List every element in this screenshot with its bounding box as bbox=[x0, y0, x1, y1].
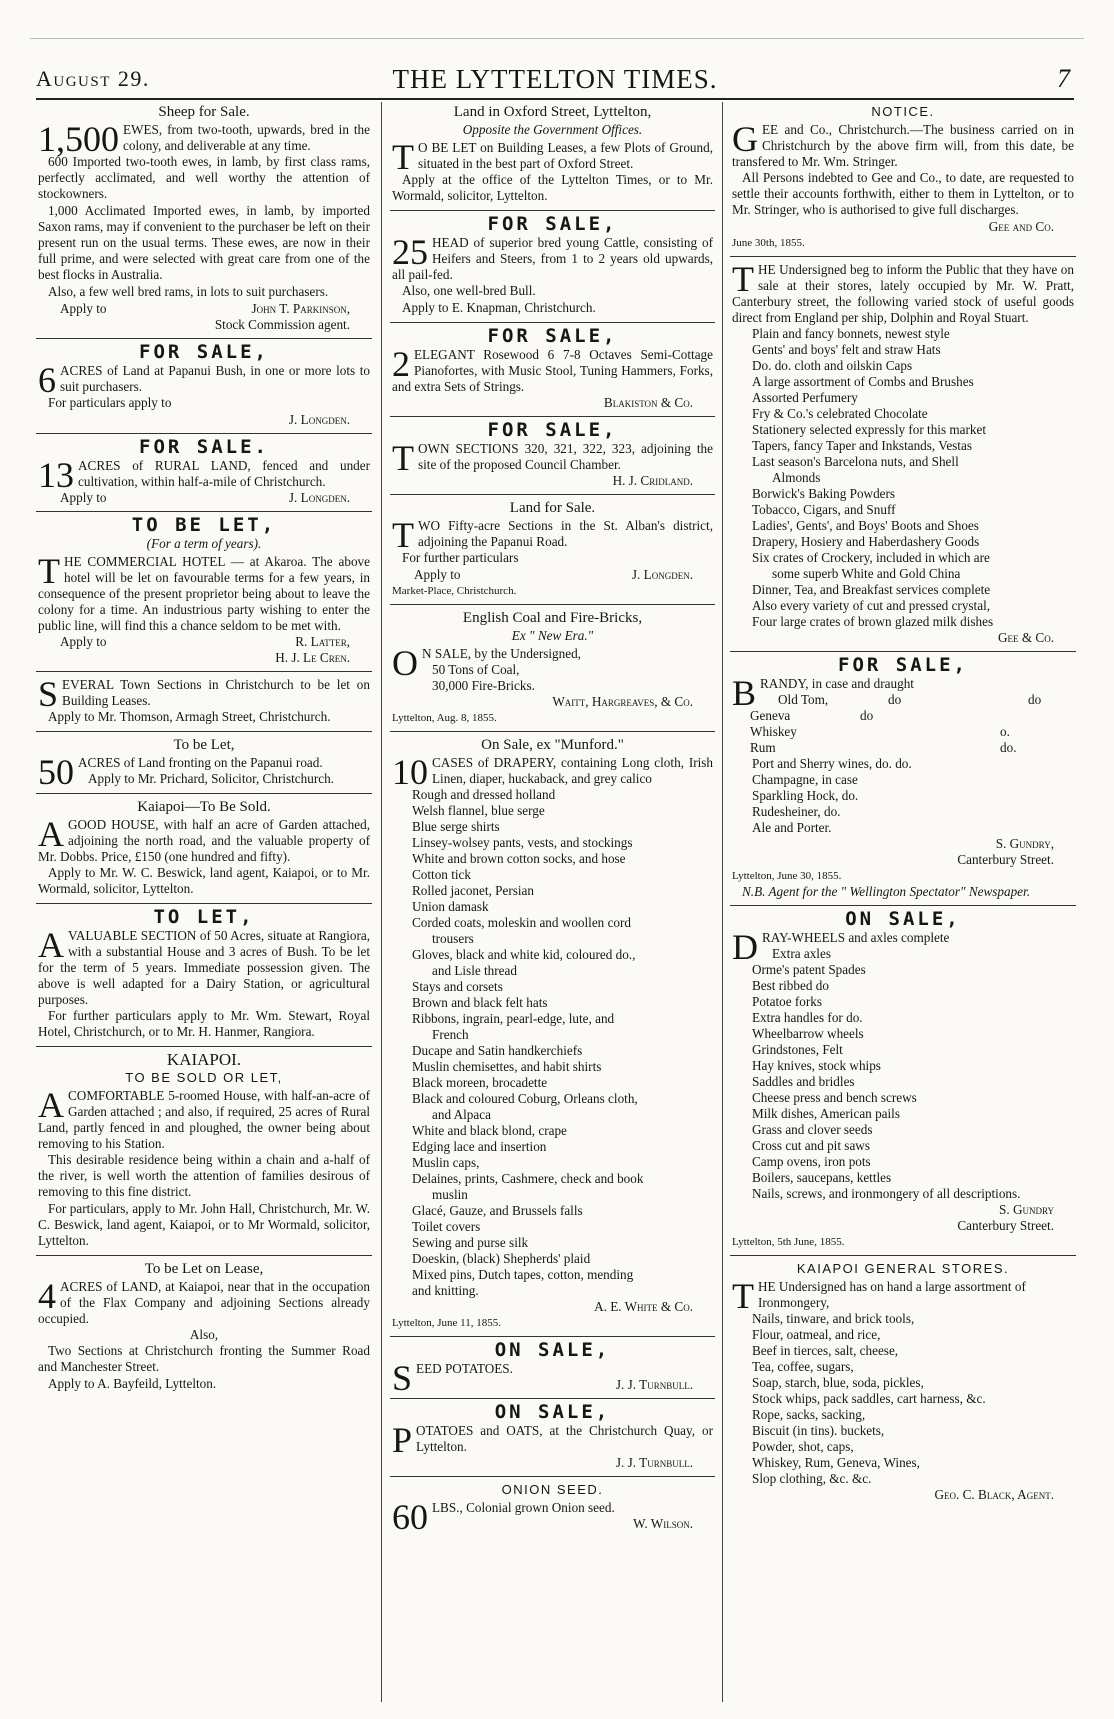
ad-date: June 30th, 1855. bbox=[732, 237, 805, 249]
ad-lead: LBS., Colonial grown Onion seed. bbox=[432, 1500, 615, 1515]
ad-heading: FOR SALE, bbox=[487, 419, 618, 441]
ad-paragraph: Also, a few well bred rams, in lots to suit purchasers. bbox=[48, 284, 329, 299]
drop-number: 6 bbox=[38, 360, 56, 400]
spirits-cell: Old Tom, bbox=[778, 692, 829, 707]
advertiser-name: H. J. Le Cren. bbox=[275, 650, 350, 665]
advertiser-name: John T. Parkinson, bbox=[251, 301, 350, 316]
ad-subheading: TO BE SOLD OR LET, bbox=[125, 1070, 283, 1085]
ad-lead: OTATOES and OATS, at the Christchurch Quay, or Lyttelton. bbox=[416, 1423, 713, 1454]
spirits-cell bbox=[1000, 708, 1060, 724]
list-item: Milk dishes, American pails bbox=[752, 1106, 900, 1121]
list-item: A large assortment of Combs and Brushes bbox=[752, 374, 974, 389]
advertiser-name: S. Gundry bbox=[999, 1202, 1054, 1217]
ad-heading: ON SALE, bbox=[845, 908, 961, 930]
ad-paragraph: Apply to Mr. W. C. Beswick, land agent, Kaiapoi, or to Mr. Wormald, solicitor, Lyttelton. bbox=[38, 865, 370, 896]
ad-line: 50 Tons of Coal, bbox=[432, 662, 520, 677]
ad-paragraph: For further particulars apply to Mr. Wm. Stewart, Royal Hotel, Christchurch, or to Mr. H. Hanmer, Rangiora. bbox=[38, 1008, 370, 1039]
ad-lead: CASES of DRAPERY, containing Long cloth, Irish Linen, diaper, huckaback, and grey calico bbox=[432, 755, 713, 786]
ad-gee-stores bbox=[730, 259, 1076, 652]
ad-cattle bbox=[390, 213, 715, 323]
spirits-cell bbox=[860, 740, 1000, 756]
spirits-row bbox=[732, 708, 1074, 724]
list-item: Corded coats, moleskin and woollen cord bbox=[412, 915, 632, 930]
ad-lead: ELEGANT Rosewood 6 7-8 Octaves Semi-Cottage Pianofortes, with Music Stool, Tuning Hammers, Forks, and extra Sets of Strings. bbox=[392, 347, 713, 394]
apply-label: Apply to bbox=[60, 634, 107, 649]
drop-number: 13 bbox=[38, 455, 74, 495]
spirits-cell: Geneva bbox=[750, 708, 791, 723]
list-item: Linsey-wolsey pants, vests, and stockings bbox=[412, 835, 633, 850]
column-2 bbox=[390, 102, 715, 1707]
list-item: Plain and fancy bonnets, newest style bbox=[752, 326, 950, 341]
spirits-cell: Whiskey bbox=[750, 724, 797, 739]
drop-cap: T bbox=[392, 137, 414, 177]
advertiser-name: Waitt, Hargreaves, & Co. bbox=[552, 694, 693, 709]
ad-paragraph: Apply to E. Knapman, Christchurch. bbox=[402, 300, 596, 315]
list-item: Do. do. cloth and oilskin Caps bbox=[752, 358, 913, 373]
list-item: Ironmongery, bbox=[758, 1295, 830, 1310]
ad-dray-wheels bbox=[730, 908, 1076, 1256]
drop-cap: A bbox=[38, 1085, 64, 1125]
column-3 bbox=[730, 102, 1076, 1707]
ad-heading: On Sale, ex "Munford." bbox=[481, 737, 624, 753]
ad-kaiapoi-house bbox=[36, 799, 372, 904]
ad-town-sections bbox=[36, 674, 372, 732]
list-item: Borwick's Baking Powders bbox=[752, 486, 896, 501]
ad-oxford-street bbox=[390, 104, 715, 211]
spirits-row bbox=[760, 692, 1074, 708]
list-item: Last season's Barcelona nuts, and Shell bbox=[752, 454, 959, 469]
advertiser-name: S. Gundry, bbox=[995, 836, 1054, 851]
list-item: Glacé, Gauze, and Brussels falls bbox=[412, 1203, 583, 1218]
advertiser-name: J. J. Turnbull. bbox=[615, 1455, 693, 1470]
ad-akaroa-hotel bbox=[36, 514, 372, 672]
list-item: Grass and clover seeds bbox=[752, 1122, 873, 1137]
drop-number: 10 bbox=[392, 752, 428, 792]
list-item: Blue serge shirts bbox=[412, 819, 500, 834]
ad-onion-seed bbox=[390, 1482, 715, 1537]
list-item: Stock whips, pack saddles, cart harness, &c. bbox=[752, 1391, 986, 1406]
ad-heading: TO BE LET, bbox=[131, 514, 277, 536]
list-item: Potatoe forks bbox=[752, 994, 822, 1009]
advertiser-name: Gee and Co. bbox=[988, 219, 1054, 234]
advertiser-name: Blakiston & Co. bbox=[603, 395, 693, 410]
goods-list bbox=[732, 946, 1074, 1202]
list-item: Welsh flannel, blue serge bbox=[412, 803, 545, 818]
advertiser-name: H. J. Cridland. bbox=[612, 473, 693, 488]
ad-lead: HEAD of superior bred young Cattle, consisting of Heifers and Steers, from 1 to 2 years old upwards, all pail-fed. bbox=[392, 235, 713, 282]
drop-number: 25 bbox=[392, 232, 428, 272]
list-item: Sewing and purse silk bbox=[412, 1235, 529, 1250]
list-item: Ale and Porter. bbox=[752, 820, 832, 835]
ad-coal bbox=[390, 610, 715, 732]
list-item: Delaines, prints, Cashmere, check and book bbox=[412, 1171, 644, 1186]
list-item: some superb White and Gold China bbox=[772, 566, 961, 581]
ad-potatoes-oats bbox=[390, 1401, 715, 1477]
spirits-cell: do bbox=[1028, 692, 1042, 707]
ad-lead: EE and Co., Christchurch.—The business carried on in Christchurch by the above firm will, from this date, be transfered to Mr. Wm. Stringer. bbox=[732, 122, 1074, 169]
spirits-cell bbox=[860, 724, 1000, 740]
ad-lead: EVERAL Town Sections in Christchurch to be let on Building Leases. bbox=[62, 677, 370, 708]
page-number: 7 bbox=[1057, 64, 1070, 93]
list-item: French bbox=[432, 1027, 469, 1042]
spirits-row bbox=[732, 724, 1074, 740]
drop-cap: T bbox=[732, 1276, 754, 1316]
apply-label: For particulars apply to bbox=[48, 395, 172, 410]
list-item: Sparkling Hock, do. bbox=[752, 788, 859, 803]
ad-notice bbox=[730, 104, 1076, 257]
drop-cap: A bbox=[38, 814, 64, 854]
list-item: Camp ovens, iron pots bbox=[752, 1154, 871, 1169]
drop-cap: T bbox=[392, 438, 414, 478]
ad-lead: VALUABLE SECTION of 50 Acres, situate at Rangiora, with a substantial House and 3 acres of Bush. To be let for the term of 5 years. Immediate possession given. The above is well adapted for a Dairy Station, or agricultural purposes. bbox=[38, 928, 370, 1007]
list-item: Six crates of Crockery, included in which are bbox=[752, 550, 990, 565]
ad-pianofortes bbox=[390, 325, 715, 417]
apply-label: Apply to bbox=[60, 490, 107, 505]
list-item: Orme's patent Spades bbox=[752, 962, 866, 977]
ad-heading: FOR SALE, bbox=[487, 213, 618, 235]
spirits-table bbox=[732, 692, 1074, 756]
list-item: Black moreen, brocadette bbox=[412, 1075, 548, 1090]
issue-date: August 29. bbox=[36, 66, 150, 91]
ad-heading: KAIAPOI. bbox=[166, 1050, 242, 1069]
spirits-cell: do bbox=[888, 692, 902, 707]
ad-heading: To be Let, bbox=[173, 737, 235, 753]
advertiser-address: Canterbury Street. bbox=[957, 852, 1054, 867]
list-item: Beef in tierces, salt, cheese, bbox=[752, 1343, 899, 1358]
drop-cap: A bbox=[38, 925, 64, 965]
ad-subheading: (For a term of years). bbox=[146, 536, 262, 551]
ad-heading: TO LET, bbox=[153, 906, 255, 928]
ad-brandy bbox=[730, 654, 1076, 906]
ad-lead: HE Undersigned beg to inform the Public that they have on sale at their stores, lately occupied by Mr. W. Pratt, Canterbury street, the following varied stock of useful goods direct from England per ship, Dolphin and Royal Stuart. bbox=[732, 262, 1074, 325]
ad-date: Lyttelton, Aug. 8, 1855. bbox=[392, 712, 497, 724]
ad-date: Lyttelton, June 30, 1855. bbox=[732, 870, 842, 882]
ad-subheading: Ex " New Era." bbox=[511, 628, 594, 643]
list-item: Tapers, fancy Taper and Inkstands, Vestas bbox=[752, 438, 972, 453]
list-item: Rope, sacks, sacking, bbox=[752, 1407, 866, 1422]
ad-paragraph: 1,000 Acclimated Imported ewes, in lamb, by imported Saxon rams, may if convenient to the purchaser be left on their present run on the usual terms. These ewes, are now in their full prime, and were selected with great care from one of the best flocks in Australia. bbox=[38, 203, 370, 282]
ad-kaiapoi-stores bbox=[730, 1261, 1076, 1508]
ad-lead: EED POTATOES. bbox=[416, 1361, 513, 1376]
list-item: muslin bbox=[432, 1187, 468, 1202]
ad-paragraph: Apply to Mr. Prichard, Solicitor, Christchurch. bbox=[88, 771, 334, 786]
ad-lead: O BE LET on Building Leases, a few Plots of Ground, situated in the best part of Oxford Street. bbox=[418, 140, 713, 171]
list-item: White and black blond, crape bbox=[412, 1123, 567, 1138]
list-item: Soap, starch, blue, soda, pickles, bbox=[752, 1375, 924, 1390]
drop-cap: D bbox=[732, 927, 758, 967]
apply-label: Apply to bbox=[60, 301, 107, 316]
drop-number: 50 bbox=[38, 752, 74, 792]
list-item: Rudesheiner, do. bbox=[752, 804, 841, 819]
drop-cap: T bbox=[38, 551, 60, 591]
apply-label: Apply to bbox=[414, 567, 461, 582]
ad-lead: ACRES of RURAL LAND, fenced and under cultivation, within half-a-mile of Christchurch. bbox=[78, 458, 370, 489]
spirits-cell: Rum bbox=[750, 740, 776, 755]
ad-council-sections bbox=[390, 419, 715, 495]
list-item: Muslin chemisettes, and habit shirts bbox=[412, 1059, 602, 1074]
spirits-cell: do bbox=[860, 708, 874, 723]
ad-lead: GOOD HOUSE, with half an acre of Garden attached, adjoining the north road, and the valuable property of Mr. Dobbs. Price, £150 (one hundred and fifty). bbox=[38, 817, 370, 864]
drop-cap: P bbox=[392, 1420, 413, 1460]
ad-heading: Land for Sale. bbox=[509, 500, 596, 516]
ad-paragraph: Also, bbox=[189, 1327, 219, 1342]
drop-number: 4 bbox=[38, 1276, 56, 1316]
ad-paragraph: This desirable residence being within a chain and a-half of the river, is well worth the attention of families desirous of removing to this fine district. bbox=[38, 1152, 370, 1199]
ad-heading: ONION SEED. bbox=[501, 1482, 604, 1497]
advertiser-name: J. Longden. bbox=[288, 490, 350, 505]
drop-number: 2 bbox=[392, 344, 410, 384]
drop-cap: B bbox=[732, 673, 757, 713]
ad-lead: N SALE, by the Undersigned, bbox=[422, 646, 581, 661]
drop-cap: O bbox=[392, 643, 418, 683]
ad-sheep bbox=[36, 104, 372, 339]
ad-lead: OWN SECTIONS 320, 321, 322, 323, adjoining the site of the proposed Council Chamber. bbox=[418, 441, 713, 472]
list-item: Ribbons, ingrain, pearl-edge, lute, and bbox=[412, 1011, 615, 1026]
list-item: Stays and corsets bbox=[412, 979, 503, 994]
spirits-row bbox=[732, 740, 1074, 756]
ad-heading: FOR SALE, bbox=[487, 325, 618, 347]
list-item: Whiskey, Rum, Geneva, Wines, bbox=[752, 1455, 920, 1470]
ad-heading: FOR SALE. bbox=[139, 436, 269, 458]
masthead bbox=[36, 62, 1074, 100]
ad-heading: FOR SALE, bbox=[838, 654, 968, 676]
list-item: Champagne, in case bbox=[752, 772, 858, 787]
list-item: Saddles and bridles bbox=[752, 1074, 855, 1089]
list-item: Cheese press and bench screws bbox=[752, 1090, 917, 1105]
list-item: Mixed pins, Dutch tapes, cotton, mending bbox=[412, 1267, 634, 1282]
advertiser-role: Stock Commission agent. bbox=[214, 317, 350, 332]
advertiser-address: Canterbury Street. bbox=[957, 1218, 1054, 1233]
list-item: Hay knives, stock whips bbox=[752, 1058, 881, 1073]
list-item: Dinner, Tea, and Breakfast services complete bbox=[752, 582, 991, 597]
list-item: Tea, coffee, sugars, bbox=[752, 1359, 854, 1374]
list-item: Port and Sherry wines, do. do. bbox=[752, 756, 912, 771]
advertiser-name: Gee & Co. bbox=[998, 630, 1054, 645]
ad-paragraph: Apply to Mr. Thomson, Armagh Street, Christchurch. bbox=[48, 709, 331, 724]
ad-heading: Land in Oxford Street, Lyttelton, bbox=[453, 104, 652, 120]
ad-heading: FOR SALE, bbox=[139, 341, 269, 363]
list-item: Cross cut and pit saws bbox=[752, 1138, 870, 1153]
list-item: Powder, shot, caps, bbox=[752, 1439, 854, 1454]
list-item: Four large crates of brown glazed milk dishes bbox=[752, 614, 994, 629]
advertiser-name: R. Latter, bbox=[295, 634, 350, 649]
list-item: Doeskin, (black) Shepherds' plaid bbox=[412, 1251, 591, 1266]
ad-paragraph: Also, one well-bred Bull. bbox=[402, 283, 536, 298]
top-rule bbox=[30, 38, 1084, 39]
list-item: Brown and black felt hats bbox=[412, 995, 548, 1010]
ad-kaiapoi-cottage bbox=[36, 1052, 372, 1256]
list-item: Cotton tick bbox=[412, 867, 471, 882]
drop-cap: T bbox=[392, 515, 414, 555]
list-item: Flour, oatmeal, and rice, bbox=[752, 1327, 881, 1342]
list-item: trousers bbox=[432, 931, 474, 946]
list-item: Tobacco, Cigars, and Snuff bbox=[752, 502, 896, 517]
ad-heading: To be Let on Lease, bbox=[144, 1261, 264, 1277]
list-item: White and brown cotton socks, and hose bbox=[412, 851, 626, 866]
ad-paragraph: Apply to A. Bayfeild, Lyttelton. bbox=[48, 1376, 217, 1391]
list-item: Assorted Perfumery bbox=[752, 390, 858, 405]
list-item: Stationery selected expressly for this market bbox=[752, 422, 987, 437]
goods-list bbox=[732, 1295, 1074, 1487]
ad-paragraph: For further particulars bbox=[402, 550, 519, 565]
drop-number: 60 bbox=[392, 1497, 428, 1537]
ad-lead: COMFORTABLE 5-roomed House, with half-an-acre of Garden attached ; and also, if required, 25 acres of Rural Land, partly fenced in and ploughed, the owner being about removing to his Station. bbox=[38, 1088, 370, 1151]
ad-lead: ACRES of Land at Papanui Bush, in one or more lots to suit purchasers. bbox=[60, 363, 370, 394]
ad-paragraph: All Persons indebted to Gee and Co., to date, are requested to settle their accounts forthwith, either to them in Lyttelton, or to Mr. Stringer, who is authorised to give full discharges. bbox=[732, 170, 1074, 217]
column-1 bbox=[36, 102, 372, 1707]
ad-heading: ON SALE, bbox=[494, 1339, 611, 1361]
column-rule-2 bbox=[722, 102, 723, 1702]
ad-munford-drapery bbox=[390, 737, 715, 1337]
ad-rangiora bbox=[36, 906, 372, 1047]
list-item: Union damask bbox=[412, 899, 489, 914]
agent-note: N.B. Agent for the " Wellington Spectator" Newspaper. bbox=[742, 884, 1030, 899]
ad-heading: Kaiapoi—To Be Sold. bbox=[137, 799, 271, 815]
ad-paragraph: For particulars, apply to Mr. John Hall, Christchurch, Mr. W. C. Beswick, land agent, Kaiapoi, or to Mr Wormald, solicitor, Lyttelton. bbox=[38, 1201, 370, 1248]
list-item: Rough and dressed holland bbox=[412, 787, 556, 802]
list-item: Best ribbed do bbox=[752, 978, 829, 993]
list-item: Boilers, saucepans, kettles bbox=[752, 1170, 892, 1185]
newspaper-title: THE LYTTELTON TIMES. bbox=[392, 64, 718, 94]
ad-lead: RAY-WHEELS and axles complete bbox=[762, 930, 950, 945]
ad-lead: EWES, from two-tooth, upwards, bred in the colony, and deliverable at any time. bbox=[123, 122, 370, 153]
ad-land-for-sale bbox=[390, 500, 715, 605]
list-item: and knitting. bbox=[412, 1283, 479, 1298]
ad-heading: NOTICE. bbox=[871, 104, 935, 119]
ad-paragraph: Two Sections at Christchurch fronting the Summer Road and Manchester Street. bbox=[38, 1343, 370, 1374]
list-item: Biscuit (in tins). buckets, bbox=[752, 1423, 885, 1438]
ad-lead: RANDY, in case and draught bbox=[760, 676, 914, 691]
list-item: Nails, tinware, and brick tools, bbox=[752, 1311, 915, 1326]
list-item: Grindstones, Felt bbox=[752, 1042, 843, 1057]
ad-line: 30,000 Fire-Bricks. bbox=[432, 678, 535, 693]
ad-heading: ON SALE, bbox=[494, 1401, 611, 1423]
drop-cap: S bbox=[392, 1358, 413, 1398]
advertiser-name: W. Wilson. bbox=[633, 1516, 693, 1531]
drop-number: 1,500 bbox=[38, 119, 119, 159]
goods-list bbox=[392, 787, 713, 1299]
ad-papanui-road bbox=[36, 737, 372, 794]
list-item: Fry & Co.'s celebrated Chocolate bbox=[752, 406, 928, 421]
advertiser-name: J. Longden. bbox=[631, 567, 693, 582]
advertiser-name: J. Longden. bbox=[288, 412, 350, 427]
advertiser-name: J. J. Turnbull. bbox=[615, 1377, 693, 1392]
advertiser-name: Geo. C. Black, Agent. bbox=[934, 1487, 1054, 1502]
list-item: Extra axles bbox=[772, 946, 831, 961]
list-item: Ladies', Gents', and Boys' Boots and Shoes bbox=[752, 518, 979, 533]
list-item: and Lisle thread bbox=[432, 963, 517, 978]
ad-lead: HE COMMERCIAL HOTEL — at Akaroa. The above hotel will be let on favourable terms for a few years, in consequence of the present proprietor being about to leave the colony for a time. An industrious party wishing to enter the public line, will find this a chance seldom to be met with. bbox=[38, 554, 370, 633]
list-item: Ducape and Satin handkerchiefs bbox=[412, 1043, 583, 1058]
list-item: Toilet covers bbox=[412, 1219, 481, 1234]
ad-heading: English Coal and Fire-Bricks, bbox=[462, 610, 643, 626]
ad-rural-land bbox=[36, 436, 372, 512]
column-rule-1 bbox=[381, 102, 382, 1702]
ad-lease bbox=[36, 1261, 372, 1398]
ad-location: Market-Place, Christchurch. bbox=[392, 585, 517, 597]
ad-date: Lyttelton, June 11, 1855. bbox=[392, 1317, 501, 1329]
goods-list bbox=[732, 326, 1074, 630]
list-item: Edging lace and insertion bbox=[412, 1139, 547, 1154]
list-item: Black and coloured Coburg, Orleans cloth, bbox=[412, 1091, 638, 1106]
goods-list bbox=[732, 756, 1074, 836]
list-item: Extra handles for do. bbox=[752, 1010, 863, 1025]
list-item: Wheelbarrow wheels bbox=[752, 1026, 864, 1041]
spirits-cell: o. bbox=[1000, 724, 1010, 739]
ad-paragraph: 600 Imported two-tooth ewes, in lamb, by first class rams, perfectly acclimated, and well worthy the attention of stockowners. bbox=[38, 154, 370, 201]
list-item: Also every variety of cut and pressed crystal, bbox=[752, 598, 991, 613]
list-item: Gloves, black and white kid, coloured do., bbox=[412, 947, 636, 962]
ad-lead: ACRES of Land fronting on the Papanui road. bbox=[78, 755, 323, 770]
drop-cap: G bbox=[732, 119, 758, 159]
ad-date: Lyttelton, 5th June, 1855. bbox=[732, 1236, 845, 1248]
ad-paragraph: Apply at the office of the Lyttelton Times, or to Mr. Wormald, solicitor, Lyttelton. bbox=[392, 172, 713, 203]
ad-heading: Sheep for Sale. bbox=[158, 104, 250, 120]
ad-lead: HE Undersigned has on hand a large assortment of bbox=[758, 1279, 1026, 1294]
list-item: Muslin caps, bbox=[412, 1155, 480, 1170]
ad-heading: KAIAPOI GENERAL STORES. bbox=[796, 1261, 1010, 1276]
ad-seed-potatoes bbox=[390, 1339, 715, 1399]
list-item: Nails, screws, and ironmongery of all descriptions. bbox=[752, 1186, 1021, 1201]
drop-cap: T bbox=[732, 259, 754, 299]
list-item: Drapery, Hosiery and Haberdashery Goods bbox=[752, 534, 980, 549]
ad-papanui-bush bbox=[36, 341, 372, 434]
list-item: Rolled jaconet, Persian bbox=[412, 883, 534, 898]
list-item: Gents' and boys' felt and straw Hats bbox=[752, 342, 941, 357]
list-item: Almonds bbox=[772, 470, 821, 485]
ad-subheading: Opposite the Government Offices. bbox=[462, 122, 643, 137]
list-item: and Alpaca bbox=[432, 1107, 491, 1122]
drop-cap: S bbox=[38, 674, 59, 714]
spirits-cell: do. bbox=[1000, 740, 1017, 755]
ad-lead: WO Fifty-acre Sections in the St. Alban's district, adjoining the Papanui Road. bbox=[418, 518, 713, 549]
list-item: Slop clothing, &c. &c. bbox=[752, 1471, 872, 1486]
ad-lead: ACRES of LAND, at Kaiapoi, near that in the occupation of the Flax Company and adjoining Sections already occupied. bbox=[38, 1279, 370, 1326]
advertiser-name: A. E. White & Co. bbox=[594, 1299, 693, 1314]
